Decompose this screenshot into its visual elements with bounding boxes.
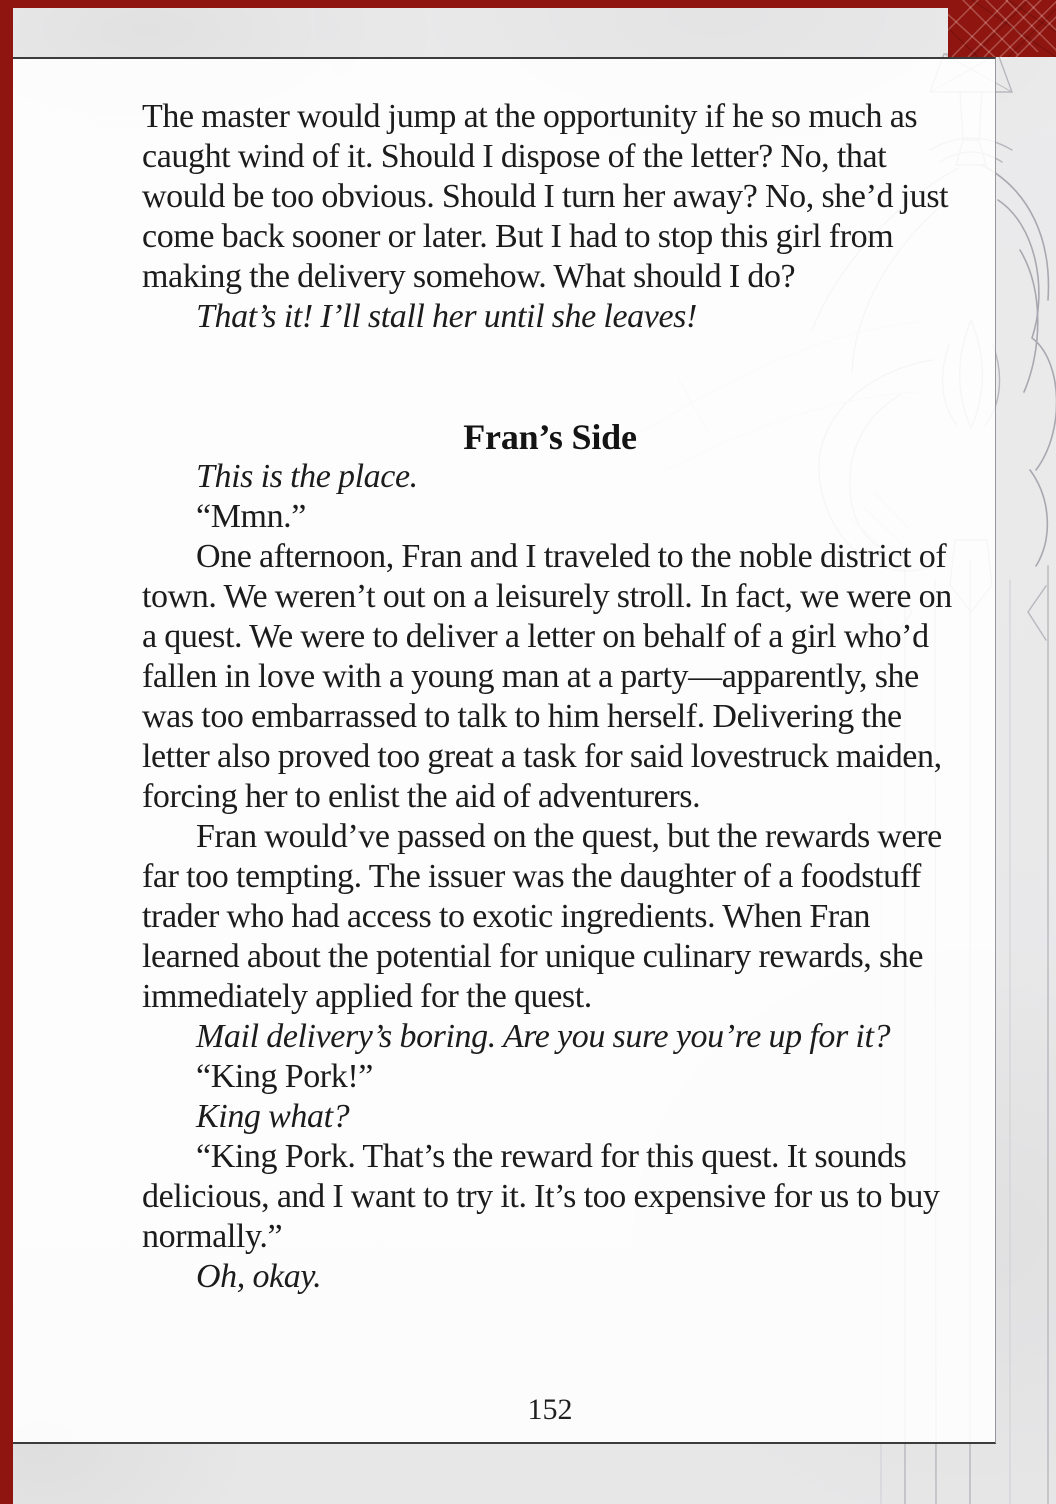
lattice-ornament-icon	[948, 0, 1056, 57]
paragraph: The master would jump at the opportunity if he so much as caught wind of it. Should I dispose of the letter? No, that would be too obvious. Should I turn her away? No, she’d just come back sooner or later. But I had to stop this girl from making the delivery somehow. What should I do?	[142, 98, 949, 295]
paragraph: “King Pork!”	[196, 1058, 373, 1095]
thought-paragraph: Mail delivery’s boring. Are you sure you’re up for it?	[196, 1018, 891, 1055]
paragraph: Fran would’ve passed on the quest, but the rewards were far too tempting. The issuer was the daughter of a foodstuff trader who had access to exotic ingredients. When Fran learned about the potential for unique culinary rewards, she immediately applied for the quest.	[142, 818, 942, 1015]
page-number: 152	[527, 1393, 573, 1426]
thought-paragraph: King what?	[196, 1098, 350, 1135]
thought-paragraph: This is the place.	[196, 458, 418, 495]
thought-paragraph: Oh, okay.	[196, 1258, 322, 1295]
page-content	[0, 57, 996, 1444]
paragraph: One afternoon, Fran and I traveled to the noble district of town. We weren’t out on a leisurely stroll. In fact, we were on a quest. We were to deliver a letter on behalf of a girl who’d fallen in love with a young man at a party—apparently, she was too embarrassed to talk to him herself. Delivering the letter also proved too great a task for said lovestruck maiden, forcing her to enlist the aid of adventurers.	[142, 538, 952, 815]
paragraph: “King Pork. That’s the reward for this quest. It sounds delicious, and I want to try it. It’s too expensive for us to buy normally.”	[142, 1138, 940, 1255]
body-text	[142, 97, 958, 1297]
thought-paragraph: That’s it! I’ll stall her until she leaves!	[196, 298, 697, 335]
binding-edge-top	[0, 0, 1056, 8]
corner-ornament	[948, 0, 1056, 57]
section-heading: Fran’s Side	[463, 417, 637, 457]
binding-edge-left	[0, 0, 13, 1504]
paragraph: “Mmn.”	[196, 498, 306, 535]
